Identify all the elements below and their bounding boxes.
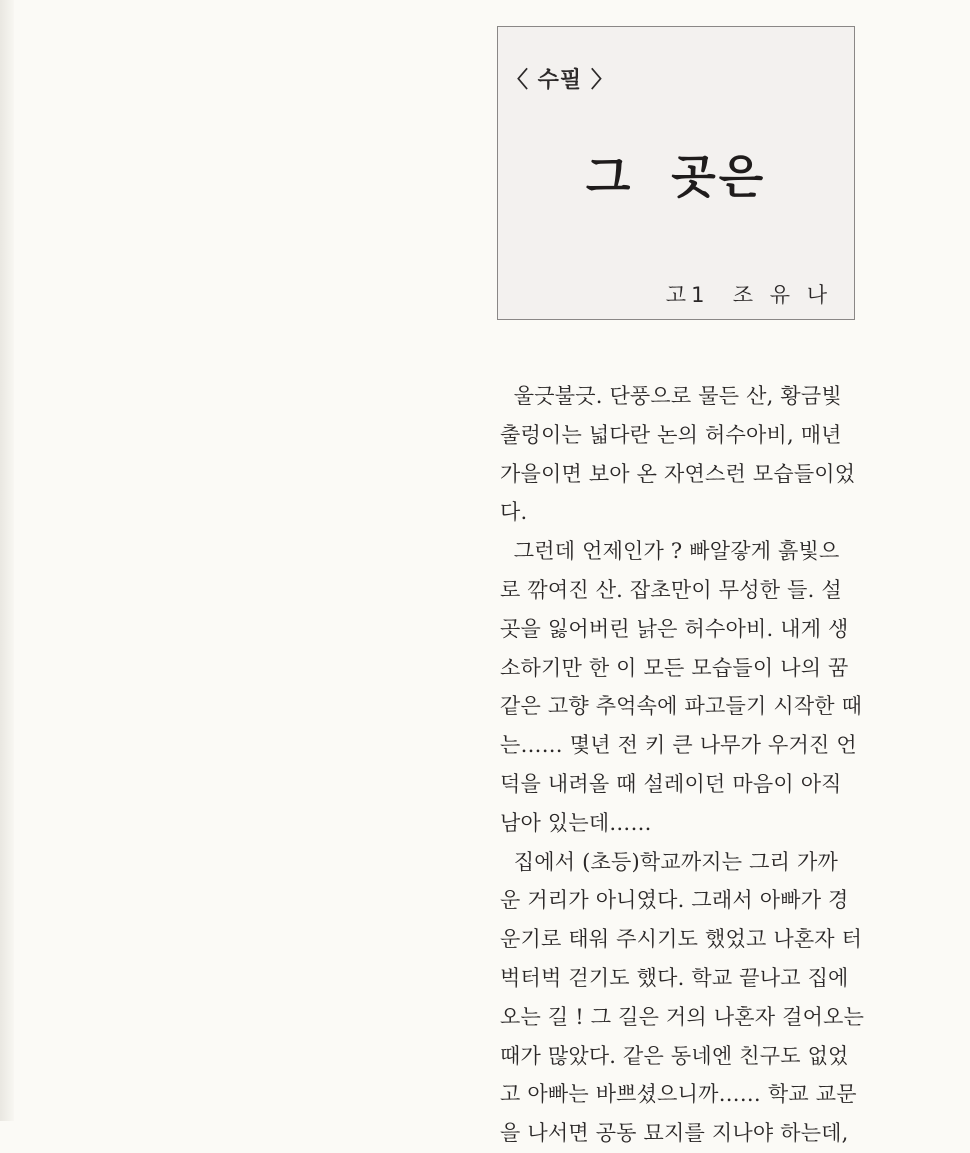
body-line: 고 아빠는 바쁘셨으니까…… 학교 교문 xyxy=(500,1082,857,1107)
essay-body xyxy=(500,377,880,1153)
body-line: 집에서 (초등)학교까지는 그리 가까 xyxy=(500,849,838,874)
body-line: 때가 많았다. 같은 동네엔 친구도 없었 xyxy=(500,1043,849,1068)
genre-label: 〈 수필 〉 xyxy=(506,68,614,93)
author-byline: 고1 조 유 나 xyxy=(665,283,832,307)
body-line: 남아 있는데…… xyxy=(500,810,652,835)
body-line: 을 나서면 공동 묘지를 지나야 하는데, xyxy=(500,1121,849,1146)
body-line: 소하기만 한 이 모든 모습들이 나의 꿈 xyxy=(500,655,849,680)
body-line: 다. xyxy=(500,500,528,525)
body-line: 운 거리가 아니였다. 그래서 아빠가 경 xyxy=(500,888,849,913)
title-box xyxy=(497,26,855,320)
body-line: 로 깎여진 산. 잡초만이 무성한 들. 설 xyxy=(500,577,842,602)
body-line: 운기로 태워 주시기도 했었고 나혼자 터 xyxy=(500,927,863,952)
body-line: 그런데 언제인가 ? 빠알갛게 흙빛으 xyxy=(500,539,840,564)
essay-title: 그 곳은 xyxy=(585,150,767,204)
body-line: 곳을 잃어버린 낡은 허수아비. 내게 생 xyxy=(500,616,849,641)
body-line: 같은 고향 추억속에 파고들기 시작한 때 xyxy=(500,694,863,719)
body-line: 벅터벅 걷기도 했다. 학교 끝나고 집에 xyxy=(500,965,849,990)
body-line: 울긋불긋. 단풍으로 물든 산, 황금빛 xyxy=(500,384,842,408)
page-edge-shadow xyxy=(0,0,14,1121)
body-line: 출렁이는 넓다란 논의 허수아비, 매년 xyxy=(500,422,842,447)
body-line: 는…… 몇년 전 키 큰 나무가 우거진 언 xyxy=(500,733,857,758)
body-line: 오는 길 ! 그 길은 거의 나혼자 걸어오는 xyxy=(500,1004,865,1029)
body-line: 덕을 내려올 때 설레이던 마음이 아직 xyxy=(500,771,842,796)
body-line: 가을이면 보아 온 자연스런 모습들이었 xyxy=(500,461,856,486)
